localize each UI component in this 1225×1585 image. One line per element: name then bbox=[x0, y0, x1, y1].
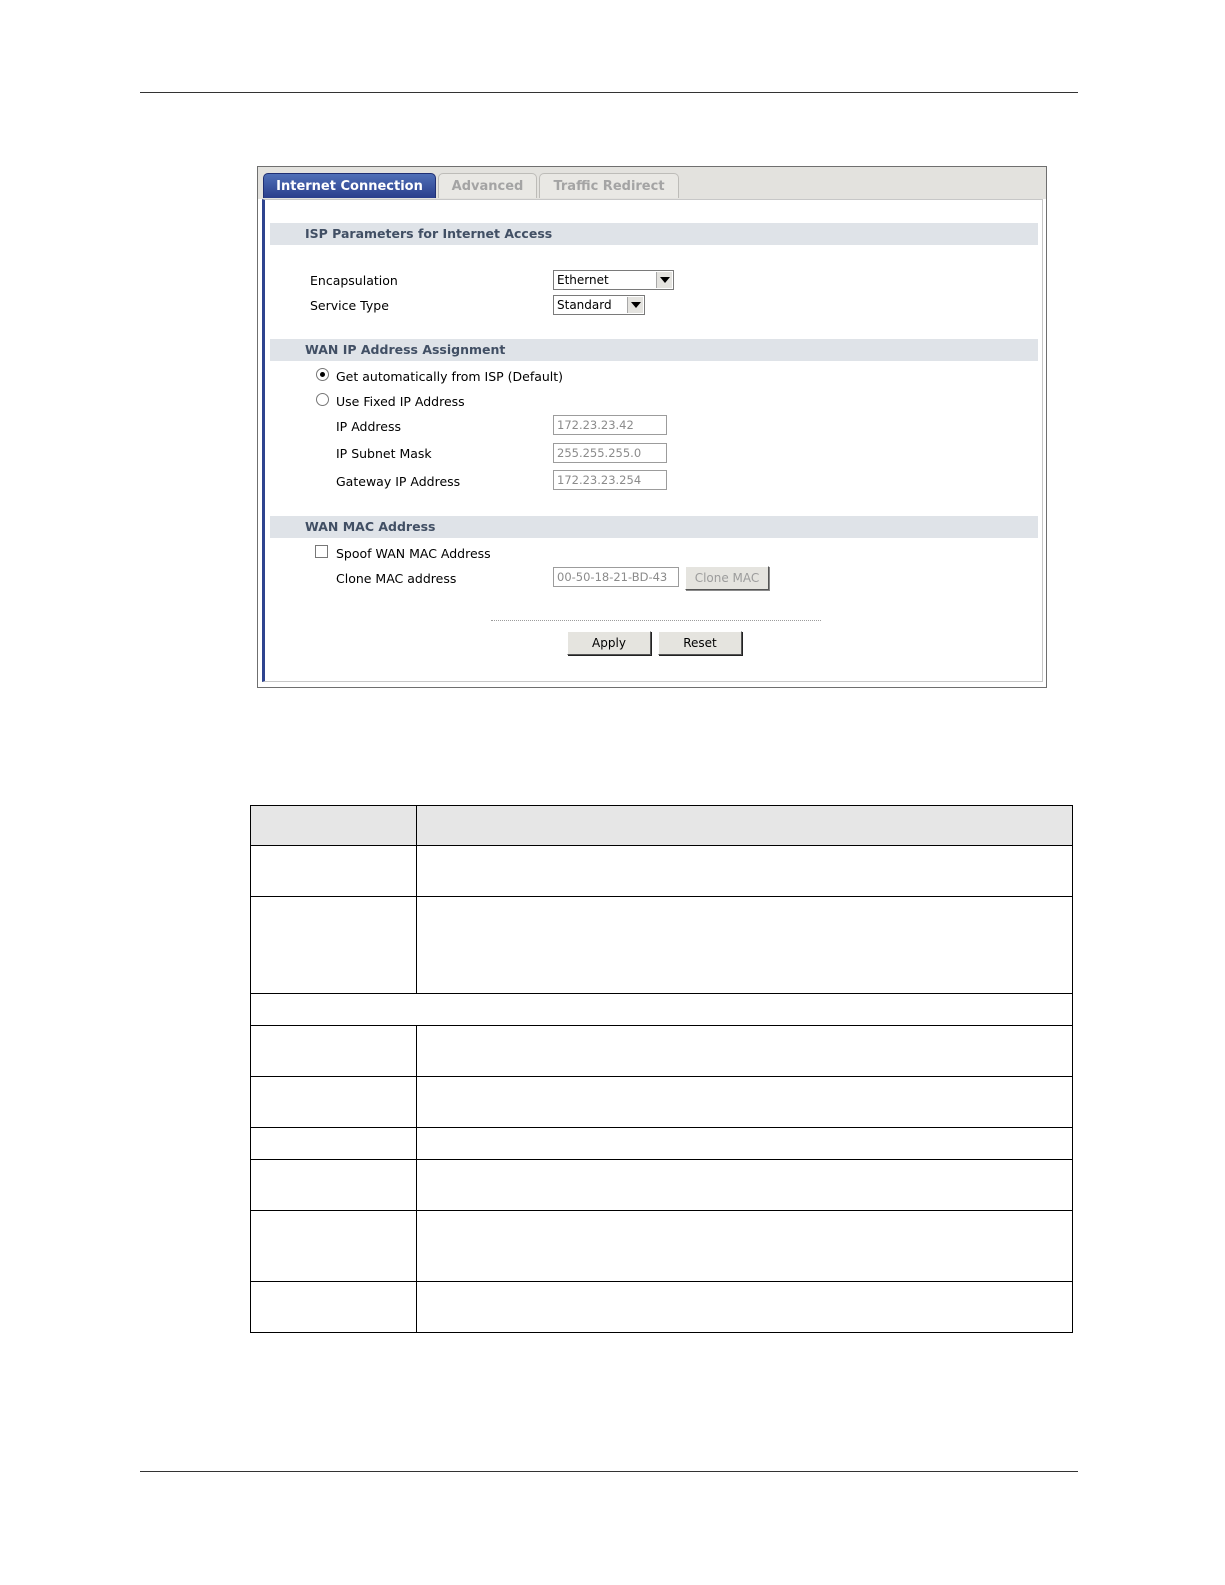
subnet-mask-label: IP Subnet Mask bbox=[336, 446, 432, 461]
table-row bbox=[251, 1211, 1073, 1282]
table-cell bbox=[251, 1026, 417, 1077]
table-cell bbox=[417, 846, 1073, 897]
table-row bbox=[251, 897, 1073, 994]
table-header-row bbox=[251, 806, 1073, 846]
table-row bbox=[251, 1128, 1073, 1160]
gateway-input[interactable]: 172.23.23.254 bbox=[553, 470, 667, 490]
table-row bbox=[251, 1077, 1073, 1128]
table-cell bbox=[251, 1282, 417, 1333]
clone-mac-label: Clone MAC address bbox=[336, 571, 457, 586]
subnet-mask-input[interactable]: 255.255.255.0 bbox=[553, 443, 667, 463]
table-cell bbox=[251, 1160, 417, 1211]
ip-address-input[interactable]: 172.23.23.42 bbox=[553, 415, 667, 435]
tab-internet-connection[interactable]: Internet Connection bbox=[263, 173, 436, 198]
table-cell bbox=[417, 806, 1073, 846]
header-rule bbox=[140, 92, 1078, 93]
fixed-ip-radio[interactable] bbox=[316, 393, 329, 406]
table-cell bbox=[251, 1077, 417, 1128]
field-description-table bbox=[250, 805, 1073, 1333]
table-cell bbox=[251, 897, 417, 994]
service-type-value: Standard bbox=[557, 298, 612, 312]
wan-mac-section-title: WAN MAC Address bbox=[270, 516, 1038, 538]
encapsulation-select[interactable] bbox=[553, 270, 674, 290]
table-row bbox=[251, 1282, 1073, 1333]
clone-mac-button[interactable]: Clone MAC bbox=[685, 566, 769, 590]
table-cell bbox=[251, 994, 1073, 1026]
table-cell bbox=[251, 1128, 417, 1160]
tab-content bbox=[262, 199, 1043, 682]
table-cell bbox=[417, 1128, 1073, 1160]
service-type-label: Service Type bbox=[310, 298, 389, 313]
wan-ip-section-title: WAN IP Address Assignment bbox=[270, 339, 1038, 361]
clone-mac-input[interactable]: 00-50-18-21-BD-43 bbox=[553, 567, 679, 587]
isp-section-title: ISP Parameters for Internet Access bbox=[270, 223, 1038, 245]
table-section-row bbox=[251, 994, 1073, 1026]
table-cell bbox=[251, 1211, 417, 1282]
auto-ip-label: Get automatically from ISP (Default) bbox=[336, 369, 564, 384]
table-cell bbox=[417, 897, 1073, 994]
fixed-ip-label: Use Fixed IP Address bbox=[336, 394, 465, 409]
table-row bbox=[251, 1160, 1073, 1211]
table-cell bbox=[417, 1077, 1073, 1128]
divider bbox=[491, 620, 821, 621]
table-cell bbox=[417, 1211, 1073, 1282]
ip-address-label: IP Address bbox=[336, 419, 401, 434]
auto-ip-radio[interactable] bbox=[316, 368, 329, 381]
table-cell bbox=[251, 846, 417, 897]
table-cell bbox=[417, 1282, 1073, 1333]
reset-button[interactable]: Reset bbox=[658, 631, 742, 655]
footer-rule bbox=[140, 1471, 1078, 1472]
encapsulation-value: Ethernet bbox=[557, 273, 609, 287]
table-cell bbox=[251, 806, 417, 846]
tab-bar bbox=[258, 167, 1046, 199]
table-cell bbox=[417, 1026, 1073, 1077]
chevron-down-icon[interactable] bbox=[656, 272, 672, 288]
encapsulation-label: Encapsulation bbox=[310, 273, 398, 288]
spoof-mac-checkbox[interactable] bbox=[315, 545, 328, 558]
table-row bbox=[251, 1026, 1073, 1077]
tab-advanced[interactable]: Advanced bbox=[438, 173, 537, 198]
wan-settings-screen bbox=[257, 166, 1047, 688]
chevron-down-icon[interactable] bbox=[627, 297, 643, 313]
apply-button[interactable]: Apply bbox=[567, 631, 651, 655]
spoof-mac-label: Spoof WAN MAC Address bbox=[336, 546, 491, 561]
gateway-label: Gateway IP Address bbox=[336, 474, 461, 489]
table-row bbox=[251, 846, 1073, 897]
table-cell bbox=[417, 1160, 1073, 1211]
tab-traffic-redirect[interactable]: Traffic Redirect bbox=[539, 173, 679, 198]
service-type-select[interactable] bbox=[553, 295, 645, 315]
